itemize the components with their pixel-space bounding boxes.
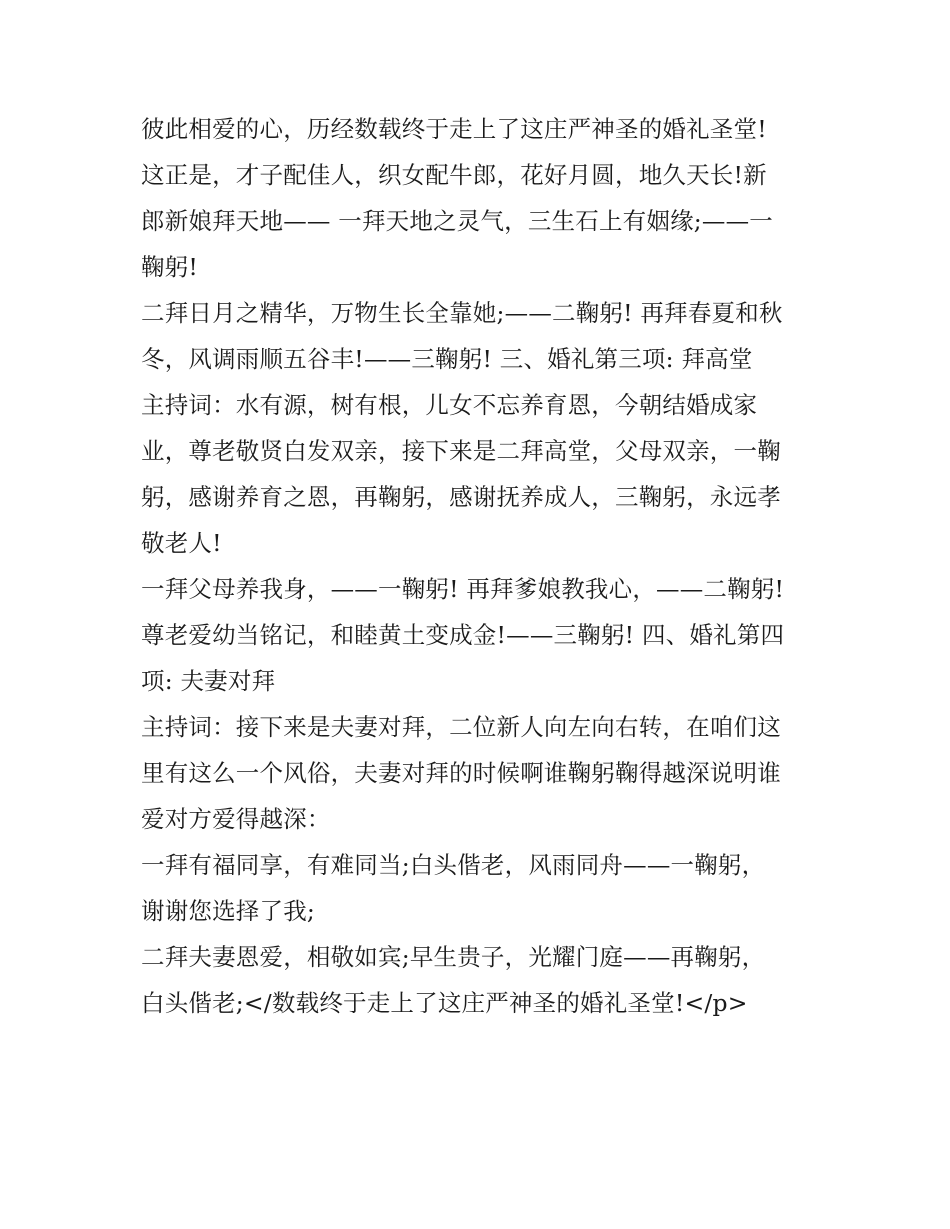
text-line-19: 二拜夫妻恩爱，相敬如宾;早生贵子，光耀门庭——再鞠躬， [141, 943, 766, 971]
text-line-4: 鞠躬! [141, 253, 199, 281]
text-line-13: 项: 夫妻对拜 [141, 667, 276, 695]
text-line-11: 一拜父母养我身，——一鞠躬! 再拜爹娘教我心，——二鞠躬! [141, 575, 785, 603]
text-line-3: 郎新娘拜天地—— 一拜天地之灵气，三生石上有姻缘;——一 [141, 207, 773, 235]
text-line-16: 爱对方爱得越深： [141, 805, 331, 833]
text-line-8: 业，尊老敬贤白发双亲，接下来是二拜高堂，父母双亲，一鞠 [141, 437, 781, 465]
text-line-12: 尊老爱幼当铭记，和睦黄土变成金!——三鞠躬! 四、婚礼第四 [141, 621, 785, 649]
text-line-2: 这正是，才子配佳人，织女配牛郎，花好月圆，地久天长!新 [141, 161, 767, 189]
body-text [141, 106, 821, 1026]
text-line-18: 谢谢您选择了我; [141, 897, 316, 925]
text-line-6: 冬，风调雨顺五谷丰!——三鞠躬! 三、婚礼第三项: 拜高堂 [141, 345, 753, 373]
text-line-1: 彼此相爱的心，历经数载终于走上了这庄严神圣的婚礼圣堂! [141, 115, 767, 143]
text-line-20: 白头偕老;</数载终于走上了这庄严神圣的婚礼圣堂!</p> [141, 989, 748, 1017]
text-line-15: 里有这么一个风俗，夫妻对拜的时候啊谁鞠躬鞠得越深说明谁 [141, 759, 781, 787]
text-line-5: 二拜日月之精华，万物生长全靠她;——二鞠躬! 再拜春夏和秋 [141, 299, 783, 327]
text-line-14: 主持词：接下来是夫妻对拜，二位新人向左向右转，在咱们这 [141, 713, 781, 741]
text-line-9: 躬，感谢养育之恩，再鞠躬，感谢抚养成人，三鞠躬，永远孝 [141, 483, 781, 511]
text-line-10: 敬老人! [141, 529, 222, 557]
text-line-7: 主持词：水有源，树有根，儿女不忘养育恩，今朝结婚成家 [141, 391, 758, 419]
text-line-17: 一拜有福同享，有难同当;白头偕老，风雨同舟——一鞠躬， [141, 851, 766, 879]
